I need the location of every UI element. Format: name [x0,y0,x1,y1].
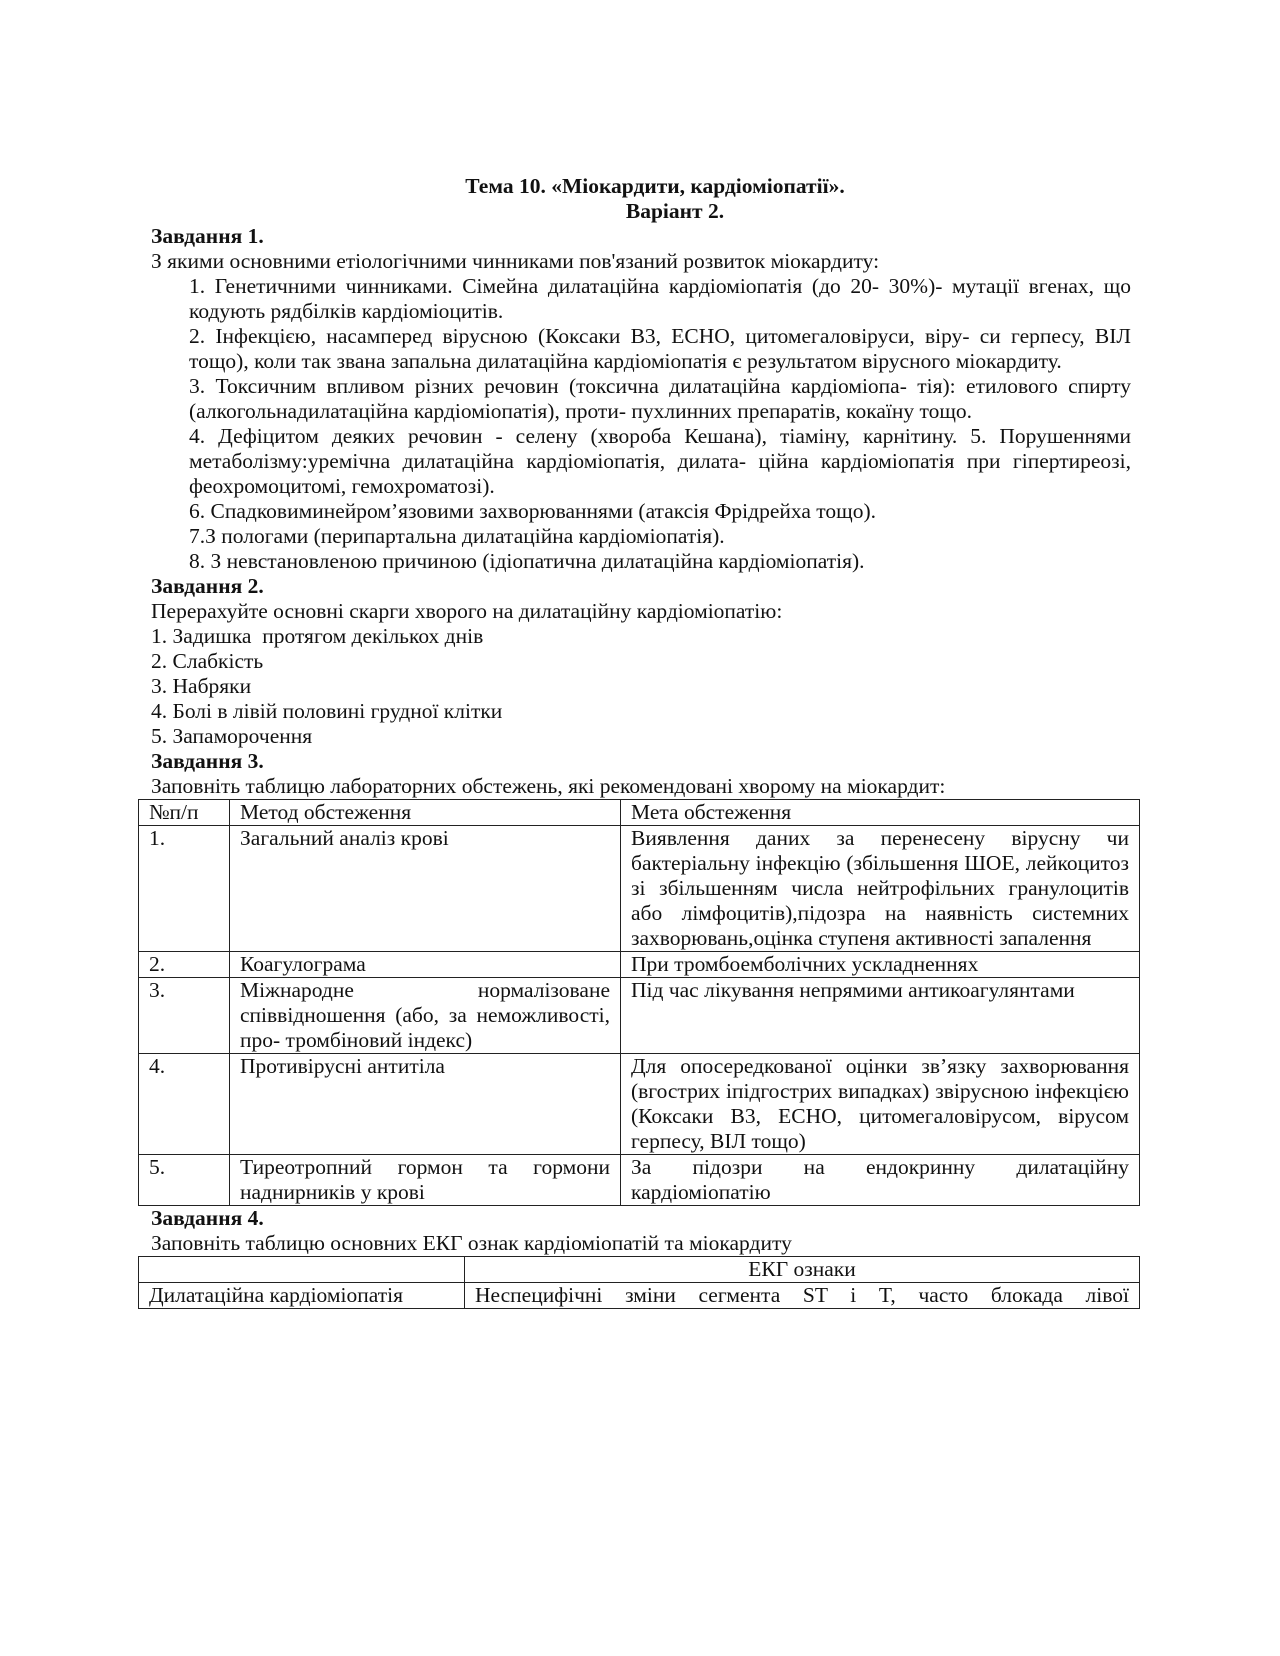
row-number: 1. [139,826,230,952]
ecg-signs-cell: Неспецифічні зміни сегмента ST і T, часто блокада лівої [465,1283,1140,1309]
task4-heading: Завдання 4. [151,1206,264,1230]
table-row [139,826,1140,952]
task2-item: 4. Болі в лівій половині грудної клітки [151,699,503,723]
row-number: 2. [139,952,230,978]
purpose-cell: За підозри на ендокринну дилатаційну кардіоміопатію [621,1155,1140,1206]
purpose-cell: Для опосередкованої оцінки зв’язку захворювання (вгострих іпідгострих випадках) звірусною інфекцією (Коксаки В3, ЕСНО, цитомегаловірусом, вірусом герпесу, ВІЛ тощо) [621,1054,1140,1155]
document-title [0,174,1280,224]
topic-title: Тема 10. «Міокардити, кардіоміопатії». [465,174,845,198]
table-row [139,952,1140,978]
table-header-cell: Метод обстеження [230,800,621,826]
row-number: 4. [139,1054,230,1155]
method-cell: Противірусні антитіла [230,1054,621,1155]
method-cell: Тиреотропний гормон та гормони наднирників у крові [230,1155,621,1206]
table-header-cell: ЕКГ ознаки [465,1257,1140,1283]
task2-question: Перерахуйте основні скарги хворого на дилатаційну кардіоміопатію: [151,599,783,623]
lab-tests-table [138,799,1140,1206]
table-header-row [139,800,1140,826]
task1-item: 8. З невстановленою причиною (ідіопатична дилатаційна кардіоміопатія). [189,549,865,573]
table-row [139,1283,1140,1309]
variant-title: Варіант 2. [625,199,725,223]
task4-question: Заповніть таблицю основних ЕКГ ознак кардіоміопатій та міокардиту [151,1231,792,1255]
ecg-table [138,1256,1140,1309]
content-flow [151,224,1131,799]
task4-block [151,1206,1131,1256]
condition-cell: Дилатаційна кардіоміопатія [139,1283,465,1309]
row-number: 3. [139,978,230,1054]
task2-heading: Завдання 2. [151,574,264,598]
task1-item: 7.З пологами (перипартальна дилатаційна кардіоміопатія). [189,524,725,548]
table-row [139,1054,1140,1155]
task2-item: 1. Задишка протягом декількох днів [151,624,484,648]
table-row [139,978,1140,1054]
task2-item: 5. Запаморочення [151,724,313,748]
task1-item: 2. Інфекцією, насамперед вірусною (Коксаки В3, ЕСНО, цитомегаловіруси, віру- си герпесу, ВІЛ тощо), коли так звана запальна дилатаційна кардіоміопатія є результатом вірусного міокардиту. [189,324,1131,373]
task1-item: 6. Спадковиминейром’язовими захворюваннями (атаксія Фрідрейха тощо). [189,499,876,523]
table-header-cell: №п/п [139,800,230,826]
task1-heading: Завдання 1. [151,224,264,248]
purpose-cell: При тромбоемболічних ускладненнях [621,952,1140,978]
method-cell: Міжнародне нормалізоване співвідношення (або, за неможливості, про- тромбіновий індекс) [230,978,621,1054]
method-cell: Загальний аналіз крові [230,826,621,952]
table-header-row [139,1257,1140,1283]
task3-heading: Завдання 3. [151,749,264,773]
task1-item: 3. Токсичним впливом різних речовин (токсична дилатаційна кардіоміопа- тія): етилового спирту (алкогольнадилатаційна кардіоміопатія), проти- пухлинних препаратів, кокаїну тощо. [189,374,1131,423]
task1-item: 1. Генетичними чинниками. Сімейна дилатаційна кардіоміопатія (до 20- 30%)- мутації вгенах, що кодують рядбілків кардіоміоцитів. [189,274,1131,323]
row-number: 5. [139,1155,230,1206]
purpose-cell: Виявлення даних за перенесену вірусну чи бактеріальну інфекцію (збільшення ШОЕ, лейкоцитоз зі збільшенням числа нейтрофільних гранулоцитів або лімфоцитів),підозра на наявність системних захворювань,оцінка ступеня активності запалення [621,826,1140,952]
task2-item: 3. Набряки [151,674,252,698]
task1-question: З якими основними етіологічними чинниками пов'язаний розвиток міокардиту: [151,249,880,273]
task3-question: Заповніть таблицю лабораторних обстежень, які рекомендовані хворому на міокардит: [151,774,946,798]
method-cell: Коагулограма [230,952,621,978]
purpose-cell: Під час лікування непрямими антикоагулянтами [621,978,1140,1054]
task2-item: 2. Слабкість [151,649,264,673]
table-header-cell [139,1257,465,1283]
table-header-cell: Мета обстеження [621,800,1140,826]
task1-item: 4. Дефіцитом деяких речовин - селену (хвороба Кешана), тіаміну, карнітину. 5. Порушеннями метаболізму:уремічна дилатаційна кардіоміопатія, дилата- ційна кардіоміопатія при гіпертиреозі, феохромоцитомі, гемохроматозі). [189,424,1131,498]
table-row [139,1155,1140,1206]
